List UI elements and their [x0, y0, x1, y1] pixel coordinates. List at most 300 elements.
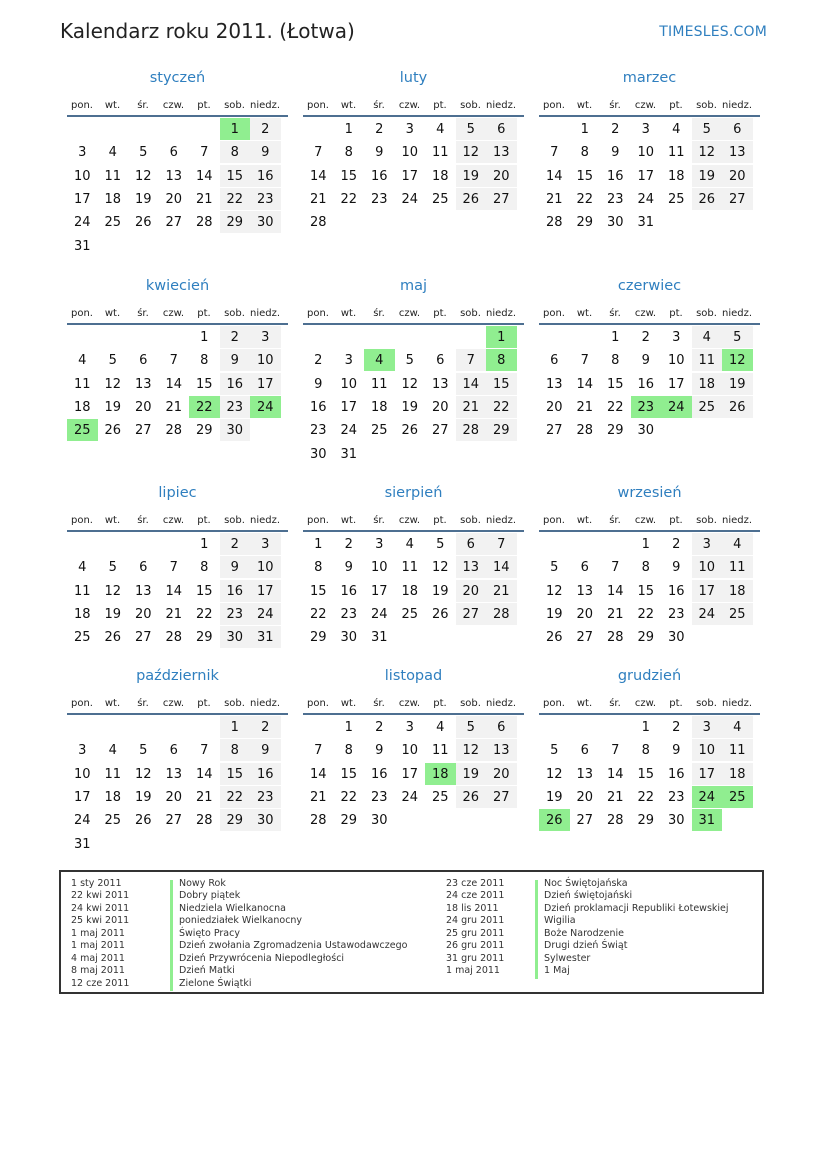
day-cell: 28	[545, 215, 563, 231]
weekday-label: pon.	[543, 515, 565, 526]
day-cell: 13	[431, 376, 449, 392]
day-cell: 4	[672, 122, 681, 137]
day-cell: 6	[436, 353, 445, 369]
weekday-label: pt.	[669, 698, 683, 709]
day-cell: 26	[134, 813, 152, 829]
day-cell: 23	[250, 786, 281, 808]
weekday-label: sob.	[460, 698, 481, 709]
day-cell: 30	[370, 813, 388, 829]
weekday-label: pon.	[543, 100, 565, 111]
day-cell: 25	[104, 215, 122, 231]
day-cell: 30	[250, 809, 281, 831]
day-cell: 16	[309, 399, 327, 415]
holiday-day-cell: 4	[364, 349, 395, 371]
day-cell: 10	[340, 376, 358, 392]
day-cell: 15	[340, 766, 358, 782]
day-cell: 19	[545, 789, 563, 805]
weekday-label: śr.	[373, 308, 385, 319]
day-cell: 12	[431, 560, 449, 576]
weekday-label: sob.	[224, 308, 245, 319]
day-cell: 7	[456, 349, 487, 371]
day-cell: 28	[486, 603, 517, 625]
day-cell: 9	[672, 743, 681, 759]
weekday-label: czw.	[162, 308, 185, 319]
day-cell: 2	[641, 330, 650, 345]
day-cell: 15	[220, 165, 251, 187]
month-name: czerwiec	[617, 278, 682, 294]
day-cell: 9	[314, 376, 323, 392]
day-cell: 1	[314, 537, 323, 552]
weekday-label: niedz.	[486, 515, 517, 526]
day-cell: 6	[550, 353, 559, 369]
day-cell: 29	[195, 630, 213, 646]
day-cell: 6	[456, 533, 487, 555]
day-cell: 22	[340, 789, 358, 805]
day-cell: 9	[344, 560, 353, 576]
day-cell: 10	[692, 739, 723, 761]
day-cell: 10	[250, 556, 281, 578]
day-cell: 26	[722, 396, 753, 418]
weekday-label: pt.	[669, 308, 683, 319]
day-cell: 21	[456, 396, 487, 418]
month-header-rule	[539, 323, 760, 325]
day-cell: 2	[375, 122, 384, 137]
weekday-label: sob.	[696, 698, 717, 709]
day-cell: 29	[486, 419, 517, 441]
weekday-label: pon.	[307, 308, 329, 319]
day-cell: 30	[667, 630, 685, 646]
day-cell: 13	[134, 583, 152, 599]
legend-date: 1 maj 2011	[71, 940, 125, 952]
day-cell: 13	[486, 739, 517, 761]
weekday-label: pt.	[433, 100, 447, 111]
day-cell: 17	[370, 583, 388, 599]
day-cell: 8	[314, 560, 323, 576]
weekday-label: sob.	[460, 515, 481, 526]
day-cell: 25	[692, 396, 723, 418]
day-cell: 7	[169, 560, 178, 576]
day-cell: 10	[637, 145, 655, 161]
day-cell: 24	[73, 813, 91, 829]
day-cell: 15	[195, 376, 213, 392]
day-cell: 13	[165, 168, 183, 184]
day-cell: 21	[606, 789, 624, 805]
holiday-day-cell: 8	[486, 349, 517, 371]
day-cell: 14	[606, 766, 624, 782]
day-cell: 28	[309, 215, 327, 231]
day-cell: 23	[370, 191, 388, 207]
day-cell: 31	[370, 630, 388, 646]
weekday-label: pon.	[307, 100, 329, 111]
legend-date: 1 maj 2011	[71, 927, 125, 939]
day-cell: 11	[667, 145, 685, 161]
month-name: marzec	[622, 70, 677, 86]
day-cell: 15	[576, 168, 594, 184]
legend-holiday-name: Wigilia	[544, 915, 576, 927]
day-cell: 1	[344, 720, 353, 735]
weekday-label: pt.	[197, 308, 211, 319]
day-cell: 28	[606, 813, 624, 829]
day-cell: 18	[370, 399, 388, 415]
day-cell: 5	[405, 353, 414, 369]
weekday-label: niedz.	[250, 698, 281, 709]
day-cell: 20	[431, 399, 449, 415]
legend-date: 25 gru 2011	[446, 927, 505, 939]
day-cell: 21	[309, 191, 327, 207]
legend-date: 12 cze 2011	[71, 977, 130, 989]
day-cell: 29	[195, 423, 213, 439]
day-cell: 11	[722, 739, 753, 761]
month-name: maj	[399, 278, 428, 294]
day-cell: 26	[692, 188, 723, 210]
day-cell: 11	[431, 145, 449, 161]
day-cell: 20	[545, 399, 563, 415]
legend-date: 18 lis 2011	[446, 902, 499, 914]
brand-link[interactable]: TIMESLES.COM	[659, 24, 767, 40]
holiday-day-cell: 25	[722, 786, 753, 808]
weekday-label: pon.	[71, 515, 93, 526]
day-cell: 15	[486, 373, 517, 395]
weekday-label: śr.	[609, 515, 621, 526]
weekday-label: śr.	[609, 698, 621, 709]
weekday-label: czw.	[634, 100, 657, 111]
day-cell: 23	[220, 603, 251, 625]
day-cell: 20	[722, 165, 753, 187]
day-cell: 10	[692, 556, 723, 578]
day-cell: 28	[195, 215, 213, 231]
legend-date: 4 maj 2011	[71, 952, 125, 964]
day-cell: 18	[104, 191, 122, 207]
weekday-label: czw.	[398, 308, 421, 319]
day-cell: 20	[456, 580, 487, 602]
day-cell: 20	[576, 789, 594, 805]
day-cell: 15	[637, 766, 655, 782]
day-cell: 5	[139, 743, 148, 759]
day-cell: 6	[139, 560, 148, 576]
day-cell: 24	[73, 215, 91, 231]
day-cell: 16	[370, 766, 388, 782]
legend-names-right	[538, 878, 729, 978]
day-cell: 22	[220, 188, 251, 210]
day-cell: 29	[606, 423, 624, 439]
day-cell: 11	[73, 583, 91, 599]
day-cell: 8	[344, 743, 353, 759]
day-cell: 31	[340, 446, 358, 462]
day-cell: 17	[667, 376, 685, 392]
day-cell: 9	[250, 739, 281, 761]
day-cell: 28	[165, 423, 183, 439]
day-cell: 26	[134, 215, 152, 231]
day-cell: 10	[370, 560, 388, 576]
day-cell: 25	[431, 191, 449, 207]
day-cell: 15	[637, 583, 655, 599]
day-cell: 25	[431, 789, 449, 805]
day-cell: 19	[134, 191, 152, 207]
weekday-label: sob.	[696, 308, 717, 319]
day-cell: 12	[104, 376, 122, 392]
weekday-label: pt.	[197, 698, 211, 709]
legend-holiday-name: Dzień Przywrócenia Niepodległości	[179, 952, 345, 964]
holiday-day-cell: 26	[539, 809, 570, 831]
day-cell: 24	[401, 191, 419, 207]
day-cell: 2	[220, 533, 251, 555]
day-cell: 12	[134, 168, 152, 184]
day-cell: 11	[104, 766, 122, 782]
day-cell: 16	[667, 766, 685, 782]
weekday-label: wt.	[576, 100, 593, 111]
month-name: styczeń	[149, 70, 206, 86]
day-cell: 4	[692, 326, 723, 348]
day-cell: 23	[667, 606, 685, 622]
day-cell: 1	[611, 330, 620, 345]
day-cell: 23	[220, 396, 251, 418]
day-cell: 22	[606, 399, 624, 415]
holiday-day-cell: 25	[67, 419, 98, 441]
day-cell: 15	[195, 583, 213, 599]
holiday-day-cell: 1	[486, 326, 517, 348]
day-cell: 30	[667, 813, 685, 829]
day-cell: 2	[672, 720, 681, 735]
weekday-label: pon.	[71, 308, 93, 319]
weekday-label: pon.	[71, 698, 93, 709]
weekday-label: czw.	[634, 308, 657, 319]
day-cell: 27	[722, 188, 753, 210]
legend-holiday-name: 1 Maj	[544, 965, 570, 977]
day-cell: 14	[606, 583, 624, 599]
holiday-day-cell: 22	[189, 396, 220, 418]
day-cell: 21	[545, 191, 563, 207]
weekday-label: czw.	[162, 698, 185, 709]
day-cell: 8	[200, 560, 209, 576]
day-cell: 1	[344, 122, 353, 137]
day-cell: 2	[314, 353, 323, 369]
day-cell: 21	[195, 191, 213, 207]
day-cell: 19	[722, 373, 753, 395]
day-cell: 20	[486, 763, 517, 785]
day-cell: 5	[108, 560, 117, 576]
day-cell: 12	[401, 376, 419, 392]
legend-holiday-name: Niedziela Wielkanocna	[179, 902, 286, 914]
weekday-label: niedz.	[486, 698, 517, 709]
day-cell: 8	[611, 353, 620, 369]
day-cell: 4	[108, 145, 117, 161]
day-cell: 27	[545, 423, 563, 439]
day-cell: 5	[108, 353, 117, 369]
legend-holiday-name: poniedziałek Wielkanocny	[179, 915, 303, 927]
day-cell: 20	[165, 789, 183, 805]
day-cell: 3	[405, 122, 414, 137]
weekday-label: niedz.	[722, 100, 753, 111]
day-cell: 28	[165, 630, 183, 646]
legend-date: 31 gru 2011	[446, 952, 505, 964]
day-cell: 30	[220, 419, 251, 441]
day-cell: 10	[667, 353, 685, 369]
day-cell: 14	[486, 556, 517, 578]
legend-dates-left	[71, 878, 129, 990]
day-cell: 30	[340, 630, 358, 646]
day-cell: 7	[314, 145, 323, 161]
day-cell: 31	[73, 836, 91, 852]
day-cell: 12	[104, 583, 122, 599]
day-cell: 19	[104, 399, 122, 415]
day-cell: 21	[486, 580, 517, 602]
day-cell: 20	[134, 399, 152, 415]
day-cell: 18	[104, 789, 122, 805]
day-cell: 26	[545, 630, 563, 646]
day-cell: 26	[401, 423, 419, 439]
day-cell: 22	[195, 606, 213, 622]
weekday-label: niedz.	[486, 100, 517, 111]
day-cell: 22	[486, 396, 517, 418]
day-cell: 9	[611, 145, 620, 161]
day-cell: 22	[637, 789, 655, 805]
day-cell: 15	[340, 168, 358, 184]
day-cell: 19	[692, 165, 723, 187]
day-cell: 7	[550, 145, 559, 161]
day-cell: 27	[486, 786, 517, 808]
day-cell: 28	[456, 419, 487, 441]
day-cell: 24	[692, 603, 723, 625]
day-cell: 6	[722, 118, 753, 140]
day-cell: 2	[672, 537, 681, 552]
day-cell: 18	[722, 763, 753, 785]
weekday-label: wt.	[340, 515, 357, 526]
day-cell: 23	[340, 606, 358, 622]
day-cell: 6	[486, 118, 517, 140]
day-cell: 6	[580, 560, 589, 576]
day-cell: 11	[722, 556, 753, 578]
day-cell: 30	[250, 211, 281, 233]
day-cell: 16	[370, 168, 388, 184]
weekday-label: niedz.	[486, 308, 517, 319]
weekday-label: śr.	[373, 100, 385, 111]
day-cell: 21	[606, 606, 624, 622]
day-cell: 25	[73, 630, 91, 646]
holiday-day-cell: 18	[425, 763, 456, 785]
day-cell: 18	[692, 373, 723, 395]
day-cell: 17	[73, 789, 91, 805]
day-cell: 27	[576, 630, 594, 646]
weekday-label: wt.	[576, 308, 593, 319]
weekday-label: wt.	[576, 515, 593, 526]
weekday-label: pon.	[543, 698, 565, 709]
day-cell: 18	[667, 168, 685, 184]
day-cell: 9	[375, 743, 384, 759]
day-cell: 9	[641, 353, 650, 369]
day-cell: 24	[250, 603, 281, 625]
month-header-rule	[303, 530, 524, 532]
weekday-label: wt.	[576, 698, 593, 709]
day-cell: 23	[309, 423, 327, 439]
day-cell: 11	[401, 560, 419, 576]
day-cell: 13	[134, 376, 152, 392]
day-cell: 6	[169, 743, 178, 759]
day-cell: 9	[220, 349, 251, 371]
day-cell: 11	[431, 743, 449, 759]
month-name: wrzesień	[617, 485, 682, 501]
month-name: sierpień	[384, 485, 443, 501]
day-cell: 17	[250, 580, 281, 602]
day-cell: 18	[73, 399, 91, 415]
day-cell: 5	[722, 326, 753, 348]
day-cell: 29	[637, 630, 655, 646]
day-cell: 9	[375, 145, 384, 161]
day-cell: 5	[139, 145, 148, 161]
day-cell: 17	[401, 766, 419, 782]
day-cell: 27	[486, 188, 517, 210]
day-cell: 23	[370, 789, 388, 805]
day-cell: 5	[456, 118, 487, 140]
weekday-label: wt.	[340, 100, 357, 111]
day-cell: 18	[73, 606, 91, 622]
weekday-label: czw.	[398, 698, 421, 709]
legend-holiday-name: Dzień świętojański	[544, 890, 633, 902]
day-cell: 21	[165, 606, 183, 622]
day-cell: 29	[340, 813, 358, 829]
day-cell: 10	[250, 349, 281, 371]
day-cell: 17	[637, 168, 655, 184]
day-cell: 1	[641, 537, 650, 552]
weekday-label: śr.	[373, 698, 385, 709]
legend-date: 22 kwi 2011	[71, 890, 130, 902]
day-cell: 1	[641, 720, 650, 735]
day-cell: 29	[220, 211, 251, 233]
day-cell: 25	[722, 603, 753, 625]
legend-holiday-name: Sylwester	[544, 952, 591, 964]
day-cell: 22	[576, 191, 594, 207]
day-cell: 12	[692, 141, 723, 163]
weekday-label: niedz.	[722, 698, 753, 709]
legend-holiday-name: Święto Pracy	[179, 927, 240, 939]
day-cell: 16	[250, 763, 281, 785]
month-header-rule	[539, 530, 760, 532]
day-cell: 19	[401, 399, 419, 415]
day-cell: 31	[637, 215, 655, 231]
day-cell: 4	[405, 537, 414, 552]
day-cell: 24	[370, 606, 388, 622]
day-cell: 2	[344, 537, 353, 552]
day-cell: 8	[220, 739, 251, 761]
day-cell: 4	[108, 743, 117, 759]
day-cell: 11	[692, 349, 723, 371]
day-cell: 16	[340, 583, 358, 599]
day-cell: 30	[637, 423, 655, 439]
weekday-label: wt.	[340, 308, 357, 319]
weekday-label: śr.	[137, 100, 149, 111]
day-cell: 7	[314, 743, 323, 759]
day-cell: 25	[401, 606, 419, 622]
day-cell: 16	[250, 165, 281, 187]
day-cell: 12	[456, 141, 487, 163]
day-cell: 27	[431, 423, 449, 439]
day-cell: 26	[104, 423, 122, 439]
day-cell: 24	[401, 789, 419, 805]
day-cell: 22	[637, 606, 655, 622]
day-cell: 1	[200, 330, 209, 345]
legend-date: 24 gru 2011	[446, 915, 505, 927]
day-cell: 3	[78, 145, 87, 161]
weekday-label: wt.	[104, 100, 121, 111]
day-cell: 29	[309, 630, 327, 646]
weekday-label: czw.	[162, 100, 185, 111]
day-cell: 6	[139, 353, 148, 369]
day-cell: 3	[78, 743, 87, 759]
holiday-day-cell: 24	[661, 396, 692, 418]
day-cell: 19	[545, 606, 563, 622]
day-cell: 3	[692, 716, 723, 738]
legend-holiday-name: Dzień proklamacji Republiki Łotewskiej	[544, 902, 729, 914]
weekday-label: sob.	[460, 100, 481, 111]
